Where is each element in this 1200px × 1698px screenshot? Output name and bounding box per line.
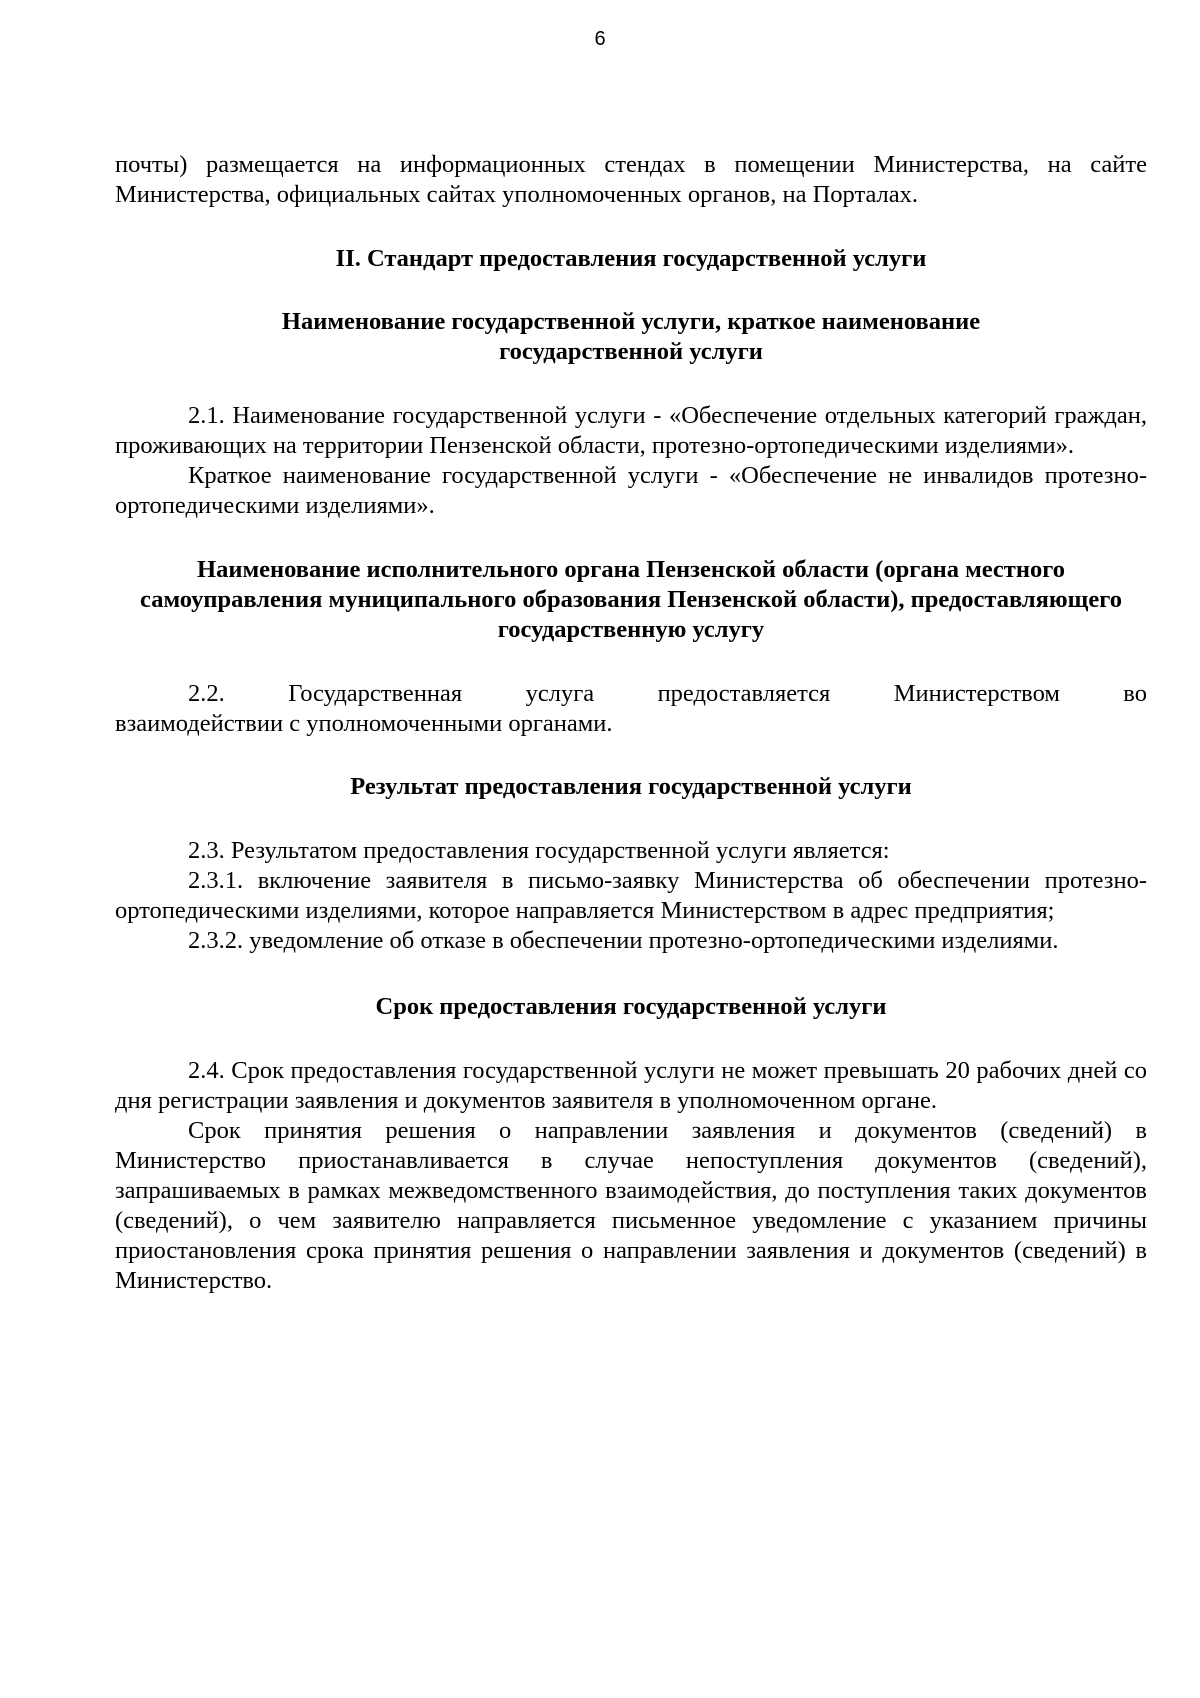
paragraph-2-2-word: 2.2.	[188, 680, 225, 707]
paragraph-2-3-2: 2.3.2. уведомление об отказе в обеспечении протезно-ортопедическими изделиями.	[188, 927, 1059, 954]
heading-result: Результат предоставления государственной услуги	[350, 773, 912, 800]
paragraph-2-4: 2.4. Срок предоставления государственной услуги не может превышать 20 рабочих дней со дня регистрации заявления и документов заявителя в уполномоченном органе.	[115, 1057, 1147, 1114]
paragraph-2-1-short-name: Краткое наименование государственной услуги - «Обеспечение не инвалидов протезно-ортопедическими изделиями».	[115, 462, 1147, 519]
paragraph-2-2-word: Министерством	[893, 680, 1060, 707]
paragraph-2-2-line-2: взаимодействии с уполномоченными органами.	[115, 710, 613, 737]
paragraph-2-1: 2.1. Наименование государственной услуги - «Обеспечение отдельных категорий граждан, проживающих на территории Пензенской области, протезно-ортопедическими изделиями».	[115, 402, 1147, 459]
paragraph-2-4-suspension: Срок принятия решения о направлении заявления и документов (сведений) в Министерство приостанавливается в случае непоступления документов (сведений), запрашиваемых в рамках межведомственного взаимодействия, до поступления таких документов (сведений), о чем заявителю направляется письменное уведомление с указанием причины приостановления срока принятия решения о направлении заявления и документов (сведений) в Министерство.	[115, 1117, 1147, 1294]
paragraph-2-2	[115, 679, 1147, 739]
section-title: II. Стандарт предоставления государственной услуги	[335, 245, 927, 272]
heading-term: Срок предоставления государственной услуги	[375, 993, 887, 1020]
paragraph-2-2-word: во	[1123, 680, 1147, 707]
heading-service-name: Наименование государственной услуги, краткое наименование государственной услуги	[281, 308, 981, 365]
paragraph-2-2-word: услуга	[525, 680, 595, 707]
paragraph-2-2-word: Государственная	[288, 680, 463, 707]
paragraph-2-2-word: предоставляется	[657, 680, 831, 707]
page-number: 6	[594, 28, 606, 50]
paragraph-2-2-line-1	[115, 679, 1147, 709]
paragraph-2-3-1: 2.3.1. включение заявителя в письмо-заявку Министерства об обеспечении протезно-ортопедическими изделиями, которое направляется Министерством в адрес предприятия;	[115, 867, 1147, 924]
intro-paragraph: почты) размещается на информационных стендах в помещении Министерства, на сайте Министерства, официальных сайтах уполномоченных органов, на Порталах.	[115, 151, 1147, 208]
paragraph-2-3: 2.3. Результатом предоставления государственной услуги является:	[188, 837, 890, 864]
document-body	[115, 150, 1147, 1296]
heading-executive-body: Наименование исполнительного органа Пензенской области (органа местного самоуправления муниципального образования Пензенской области), предоставляющего государственную услугу	[140, 556, 1122, 643]
